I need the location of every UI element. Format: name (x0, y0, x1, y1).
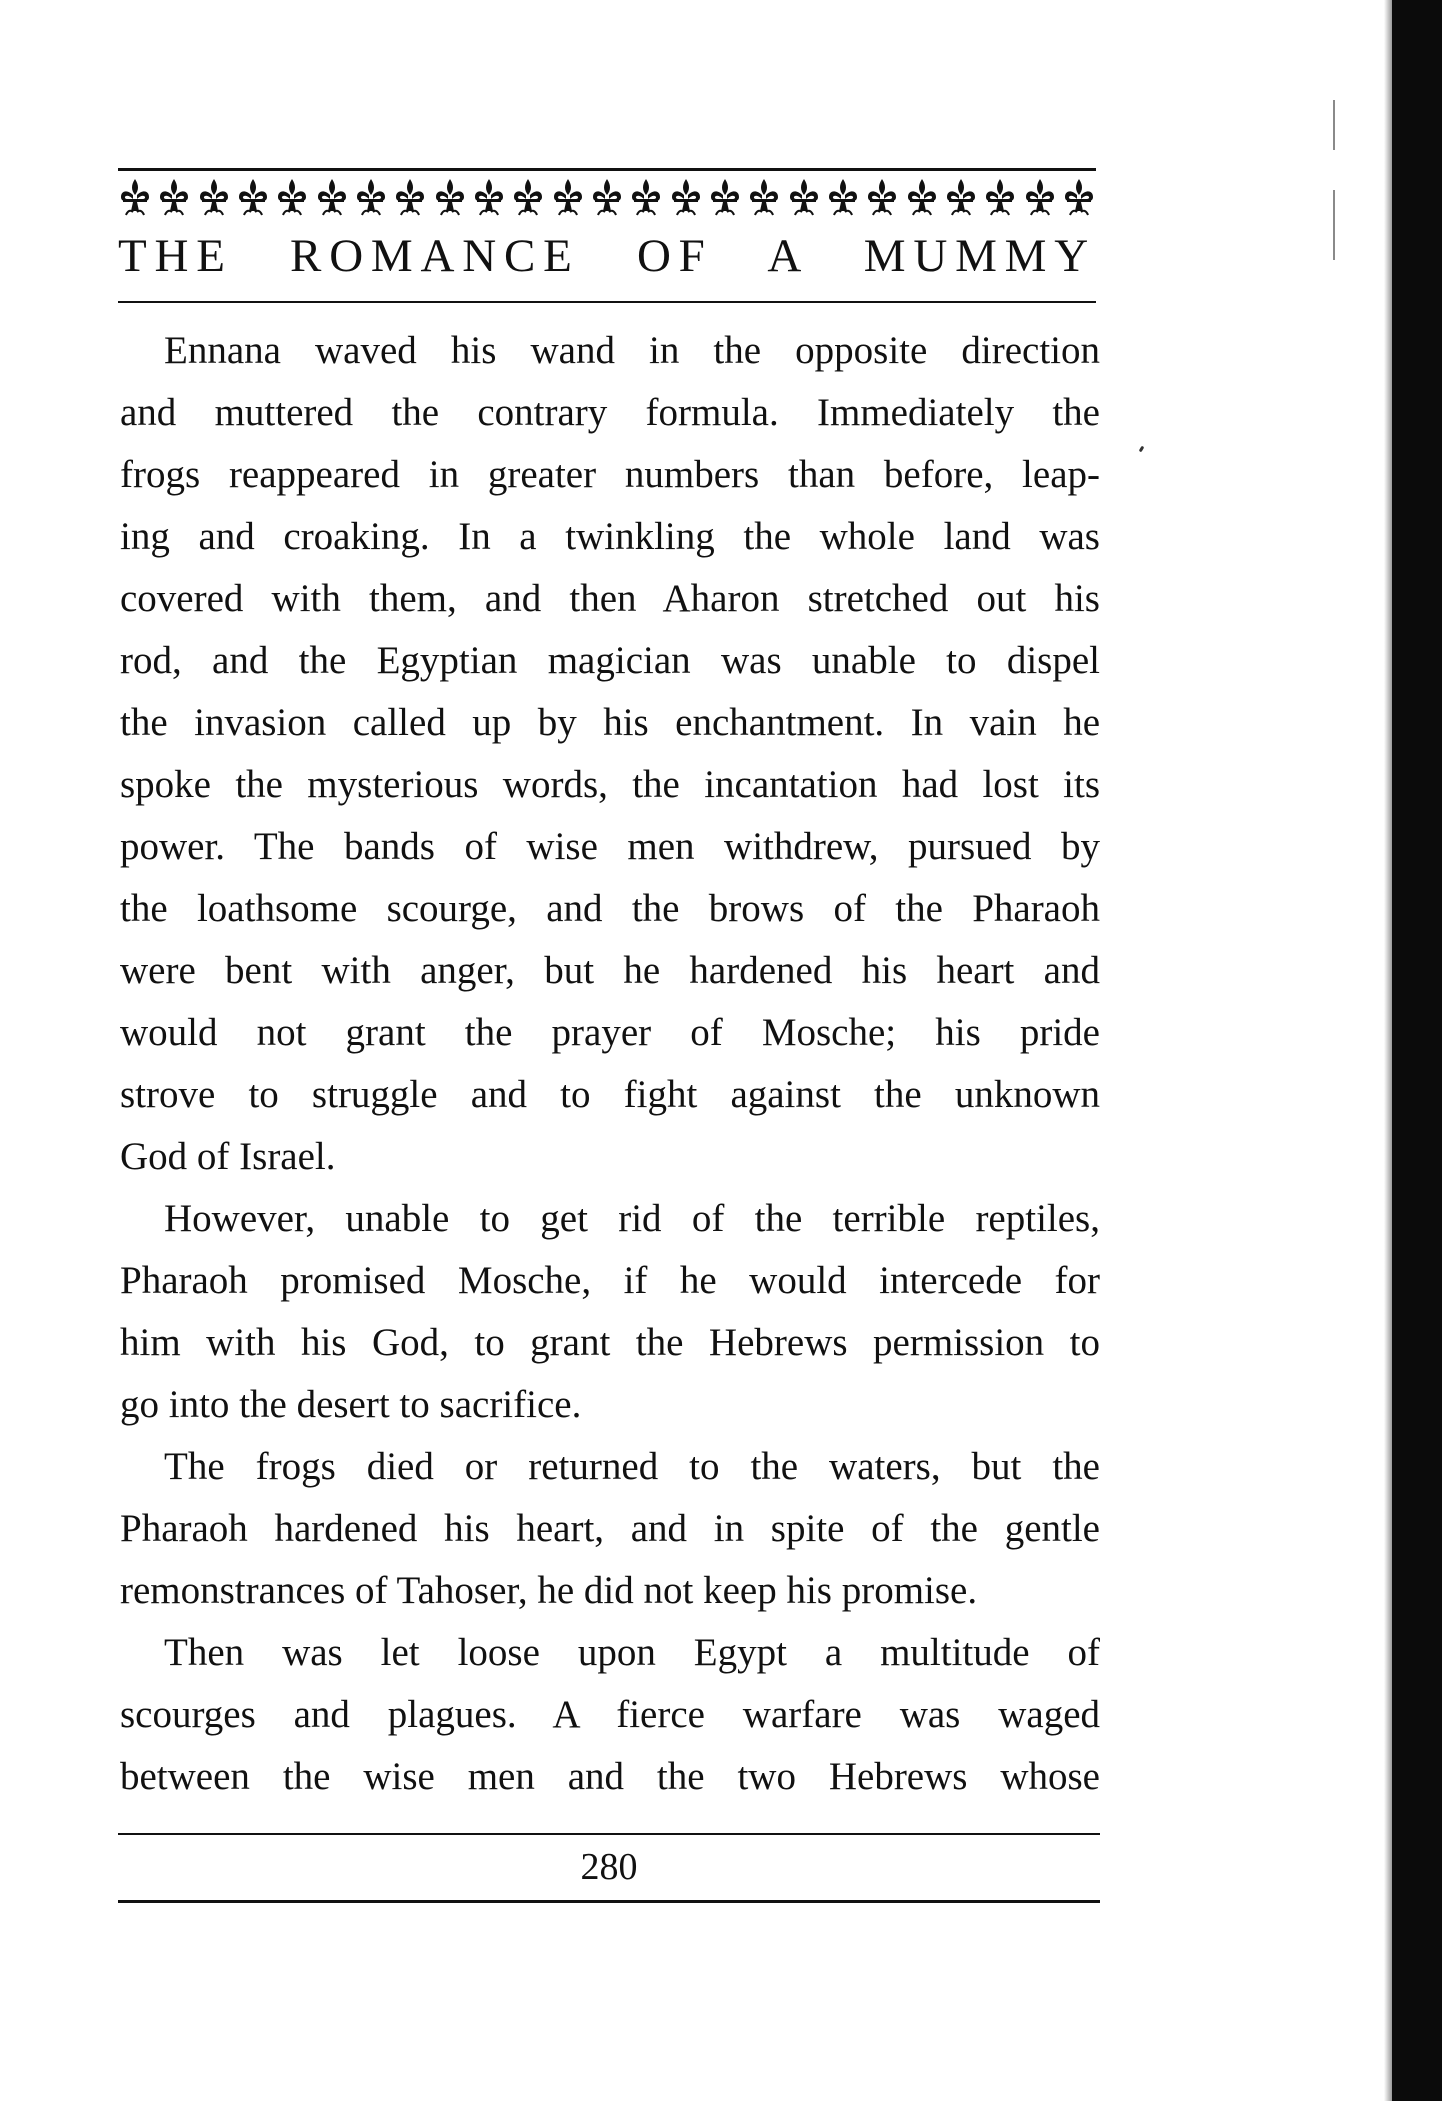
text-line: between the wise men and the two Hebrews whose (120, 1755, 1100, 1798)
text-line: the loathsome scourge, and the brows of the Pharaoh (120, 887, 1100, 930)
text-line: remonstrances of Tahoser, he did not keep his promise. (120, 1569, 978, 1612)
fleur-de-lis-icon (590, 177, 624, 217)
text-line: Ennana waved his wand in the opposite direction (164, 329, 1100, 372)
footer-rule-top (118, 1833, 1100, 1835)
fleur-de-lis-icon (472, 177, 506, 217)
fleur-de-lis-icon (354, 177, 388, 217)
footer-rule-bottom (118, 1900, 1100, 1903)
text-line: were bent with anger, but he hardened his heart and (120, 949, 1100, 992)
fleur-de-lis-icon (865, 177, 899, 217)
running-title: THE ROMANCE OF A MUMMY (118, 230, 1096, 282)
text-line: Pharaoh hardened his heart, and in spite of the gentle (120, 1507, 1100, 1550)
fleur-de-lis-icon (236, 177, 270, 217)
fleur-de-lis-icon (551, 177, 585, 217)
fleur-de-lis-icon (669, 177, 703, 217)
text-line: covered with them, and then Aharon stretched out his (120, 577, 1100, 620)
text-line: Pharaoh promised Mosche, if he would intercede for (120, 1259, 1100, 1302)
fleur-de-lis-icon (629, 177, 663, 217)
scan-mark (1333, 190, 1335, 260)
text-line: frogs reappeared in greater numbers than before, leap- (120, 453, 1100, 496)
fleur-de-lis-icon (1062, 177, 1096, 217)
text-line: scourges and plagues. A fierce warfare was waged (120, 1693, 1100, 1736)
fleur-de-lis-icon (905, 177, 939, 217)
ornament-border (118, 176, 1096, 218)
text-line: and muttered the contrary formula. Immediately the (120, 391, 1100, 434)
text-line: power. The bands of wise men withdrew, pursued by (120, 825, 1100, 868)
header-rule-bottom (118, 301, 1096, 303)
fleur-de-lis-icon (708, 177, 742, 217)
text-line: him with his God, to grant the Hebrews permission to (120, 1321, 1100, 1364)
text-line: rod, and the Egyptian magician was unable to dispel (120, 639, 1100, 682)
fleur-de-lis-icon (118, 177, 152, 217)
scan-speck (1139, 446, 1145, 453)
text-line: However, unable to get rid of the terrible reptiles, (164, 1197, 1100, 1240)
scan-edge (1392, 0, 1442, 2101)
text-line: The frogs died or returned to the waters, but the (164, 1445, 1100, 1488)
fleur-de-lis-icon (511, 177, 545, 217)
text-line: God of Israel. (120, 1135, 336, 1178)
text-line: strove to struggle and to fight against the unknown (120, 1073, 1100, 1116)
text-line: ing and croaking. In a twinkling the whole land was (120, 515, 1100, 558)
fleur-de-lis-icon (747, 177, 781, 217)
text-line: spoke the mysterious words, the incantation had lost its (120, 763, 1100, 806)
text-line: the invasion called up by his enchantment. In vain he (120, 701, 1100, 744)
fleur-de-lis-icon (944, 177, 978, 217)
scan-mark (1333, 100, 1335, 150)
fleur-de-lis-icon (157, 177, 191, 217)
fleur-de-lis-icon (197, 177, 231, 217)
text-line: Then was let loose upon Egypt a multitude of (164, 1631, 1100, 1674)
text-line: go into the desert to sacrifice. (120, 1383, 582, 1426)
fleur-de-lis-icon (787, 177, 821, 217)
fleur-de-lis-icon (433, 177, 467, 217)
fleur-de-lis-icon (393, 177, 427, 217)
page-number: 280 (580, 1846, 638, 1888)
fleur-de-lis-icon (315, 177, 349, 217)
header-rule-top (118, 168, 1096, 171)
text-line: would not grant the prayer of Mosche; his pride (120, 1011, 1100, 1054)
scan-edge-shadow (1384, 0, 1392, 2101)
body-text (120, 320, 1100, 1808)
fleur-de-lis-icon (826, 177, 860, 217)
fleur-de-lis-icon (983, 177, 1017, 217)
fleur-de-lis-icon (275, 177, 309, 217)
fleur-de-lis-icon (1023, 177, 1057, 217)
